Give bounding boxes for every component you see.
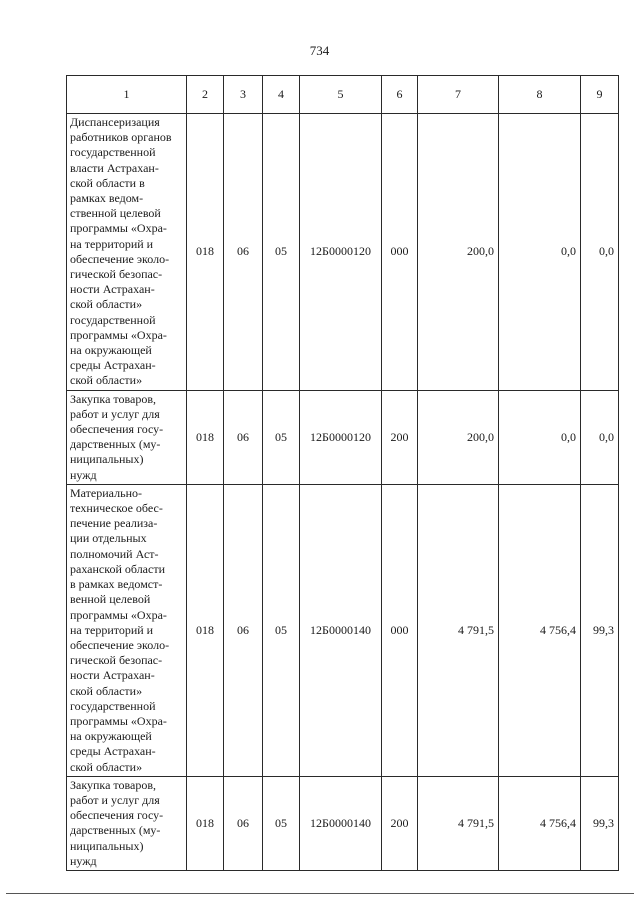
description-line: государственной (70, 698, 156, 713)
table-body (67, 114, 619, 871)
row-description (67, 390, 187, 484)
description-line: на окружающей (70, 729, 152, 744)
description-line: обеспечения госу- (70, 422, 164, 437)
table-row (67, 484, 619, 776)
cell-col-7: 200,0 (418, 114, 499, 391)
cell-col-9: 0,0 (581, 114, 619, 391)
cell-col-5: 12Б0000120 (300, 390, 382, 484)
cell-col-2: 018 (187, 484, 224, 776)
cell-col-6: 000 (382, 484, 418, 776)
description-line: ской области» (70, 373, 143, 388)
cell-col-2: 018 (187, 390, 224, 484)
description-line: работ и услуг для (70, 792, 160, 807)
description-line: ниципальных) (70, 838, 144, 853)
description-line: власти Астрахан- (70, 160, 159, 175)
description-line: ности Астрахан- (70, 668, 155, 683)
header-cell-7: 7 (418, 76, 499, 114)
cell-col-2: 018 (187, 114, 224, 391)
description-line: среды Астрахан- (70, 744, 156, 759)
cell-col-6: 000 (382, 114, 418, 391)
header-cell-3: 3 (224, 76, 263, 114)
header-cell-5: 5 (300, 76, 382, 114)
cell-col-6: 200 (382, 390, 418, 484)
description-line: работников органов (70, 130, 172, 145)
table-row (67, 776, 619, 870)
page-number: 734 (309, 43, 330, 58)
cell-col-9: 0,0 (581, 390, 619, 484)
description-line: рамках ведом- (70, 191, 144, 206)
cell-col-4: 05 (263, 776, 300, 870)
description-line: венной целевой (70, 592, 151, 607)
description-line: дарственных (му- (70, 437, 161, 452)
description-line: ственной целевой (70, 206, 161, 221)
description-line: программы «Охра- (70, 327, 167, 342)
description-line: программы «Охра- (70, 607, 167, 622)
description-line: нужд (70, 853, 97, 868)
cell-col-8: 4 756,4 (499, 484, 581, 776)
header-cell-4: 4 (263, 76, 300, 114)
description-line: печение реализа- (70, 516, 158, 531)
description-line: ской области» (70, 297, 143, 312)
description-line: нужд (70, 467, 97, 482)
cell-col-3: 06 (224, 776, 263, 870)
cell-col-4: 05 (263, 390, 300, 484)
description-line: Материально- (70, 485, 142, 500)
cell-col-3: 06 (224, 390, 263, 484)
row-description (67, 776, 187, 870)
budget-table (66, 75, 619, 871)
cell-col-5: 12Б0000120 (300, 114, 382, 391)
description-line: Закупка товаров, (70, 391, 156, 406)
description-line: полномочий Аст- (70, 546, 159, 561)
description-line: гической безопас- (70, 653, 163, 668)
cell-col-7: 4 791,5 (418, 776, 499, 870)
description-line: гической безопас- (70, 267, 163, 282)
bottom-divider (6, 893, 634, 894)
description-line: обеспечение эколо- (70, 637, 170, 652)
description-line: техническое обес- (70, 501, 163, 516)
cell-col-3: 06 (224, 114, 263, 391)
header-row (67, 76, 619, 114)
description-line: ности Астрахан- (70, 282, 155, 297)
description-line: программы «Охра- (70, 221, 167, 236)
description-line: ниципальных) (70, 452, 144, 467)
cell-col-5: 12Б0000140 (300, 484, 382, 776)
header-cell-2: 2 (187, 76, 224, 114)
description-line: программы «Охра- (70, 713, 167, 728)
cell-col-6: 200 (382, 776, 418, 870)
description-line: на территорий и (70, 622, 154, 637)
description-line: Закупка товаров, (70, 777, 156, 792)
cell-col-7: 4 791,5 (418, 484, 499, 776)
table-row (67, 390, 619, 484)
cell-col-3: 06 (224, 484, 263, 776)
description-line: ской области» (70, 683, 143, 698)
description-line: раханской области (70, 561, 165, 576)
header-cell-9: 9 (581, 76, 619, 114)
description-line: Диспансеризация (70, 115, 160, 129)
cell-col-4: 05 (263, 114, 300, 391)
cell-col-8: 0,0 (499, 390, 581, 484)
cell-col-9: 99,3 (581, 484, 619, 776)
table-row (67, 114, 619, 391)
cell-col-9: 99,3 (581, 776, 619, 870)
description-line: обеспечения госу- (70, 808, 164, 823)
description-line: среды Астрахан- (70, 358, 156, 373)
description-line: ской области в (70, 175, 145, 190)
header-cell-6: 6 (382, 76, 418, 114)
cell-col-8: 0,0 (499, 114, 581, 391)
description-line: государственной (70, 312, 156, 327)
description-line: на окружающей (70, 343, 152, 358)
description-line: работ и услуг для (70, 406, 160, 421)
cell-col-5: 12Б0000140 (300, 776, 382, 870)
description-line: государственной (70, 145, 156, 160)
description-line: ции отдельных (70, 531, 147, 546)
header-cell-8: 8 (499, 76, 581, 114)
description-line: ской области» (70, 759, 143, 774)
description-line: обеспечение эколо- (70, 251, 170, 266)
description-line: дарственных (му- (70, 823, 161, 838)
row-description (67, 114, 187, 391)
header-cell-1: 1 (67, 76, 187, 114)
cell-col-4: 05 (263, 484, 300, 776)
cell-col-8: 4 756,4 (499, 776, 581, 870)
cell-col-2: 018 (187, 776, 224, 870)
description-line: на территорий и (70, 236, 154, 251)
cell-col-7: 200,0 (418, 390, 499, 484)
row-description (67, 484, 187, 776)
description-line: в рамках ведомст- (70, 577, 163, 592)
